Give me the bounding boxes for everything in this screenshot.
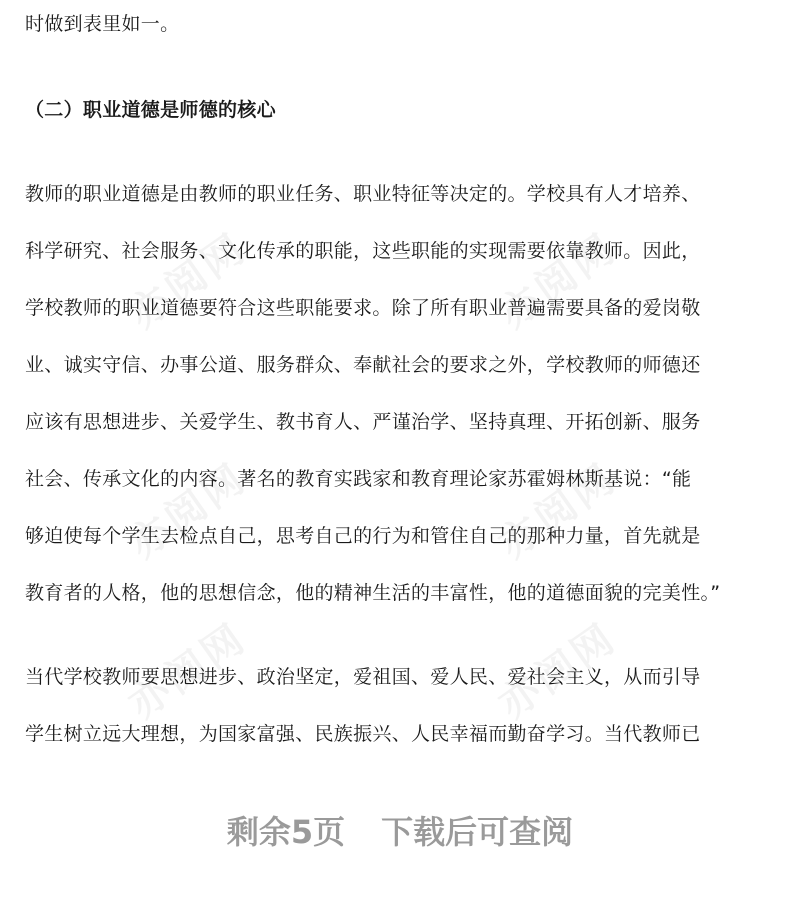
watermark: 亦阅网 (490, 614, 626, 729)
paragraph-line: 学校教师的职业道德要符合这些职能要求。除了所有职业普遍需要具备的爱岗敬 (25, 297, 701, 319)
watermark: 亦阅网 (120, 614, 256, 729)
paragraph-line: 教师的职业道德是由教师的职业任务、职业特征等决定的。学校具有人才培养、 (25, 183, 701, 205)
watermark: 亦阅网 (490, 224, 626, 339)
paragraph-line: 科学研究、社会服务、文化传承的职能，这些职能的实现需要依靠教师。因此， (25, 240, 701, 262)
paragraph-line: 学生树立远大理想，为国家富强、民族振兴、人民幸福而勤奋学习。当代教师已 (25, 723, 701, 745)
section-heading: （二）职业道德是师德的核心 (25, 99, 276, 121)
remaining-pages-label: 剩余5页 (226, 813, 346, 851)
paragraph-line: 应该有思想进步、关爱学生、教书育人、严谨治学、坚持真理、开拓创新、服务 (25, 411, 701, 433)
download-prompt-label: 下载后可查阅 (381, 813, 574, 851)
paragraph-line: 教育者的人格，他的思想信念，他的精神生活的丰富性，他的道德面貌的完美性。” (25, 582, 721, 604)
download-to-read-more-button[interactable] (0, 795, 800, 865)
watermark: 亦阅网 (490, 454, 626, 569)
paragraph-line: 时做到表里如一。 (25, 13, 180, 35)
watermark: 亦阅网 (120, 454, 256, 569)
paragraph-line: 业、诚实守信、办事公道、服务群众、奉献社会的要求之外，学校教师的师德还 (25, 354, 701, 376)
paragraph-line: 够迫使每个学生去检点自己，思考自己的行为和管住自己的那种力量，首先就是 (25, 525, 701, 547)
watermark: 亦阅网 (120, 224, 256, 339)
paragraph-line: 当代学校教师要思想进步、政治坚定，爱祖国、爱人民、爱社会主义，从而引导 (25, 666, 701, 688)
paragraph-line: 社会、传承文化的内容。著名的教育实践家和教育理论家苏霍姆林斯基说：“能 (25, 468, 692, 490)
